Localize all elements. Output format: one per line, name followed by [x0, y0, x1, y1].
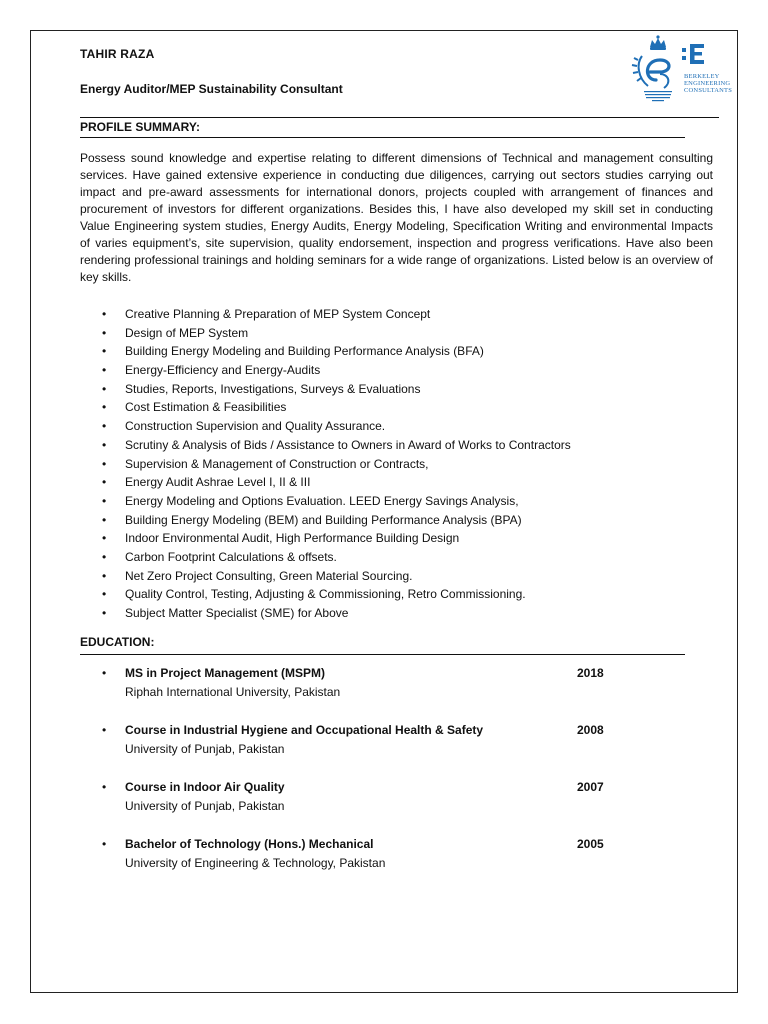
- list-item: • Construction Supervision and Quality Assurance.: [80, 417, 571, 436]
- degree-title: Bachelor of Technology (Hons.) Mechanical: [125, 837, 374, 851]
- key-skills-list: [80, 305, 571, 623]
- list-item: • Energy Modeling and Options Evaluation. LEED Energy Savings Analysis,: [80, 492, 571, 511]
- list-item: • Cost Estimation & Feasibilities: [80, 398, 571, 417]
- job-title: Energy Auditor/MEP Sustainability Consultant: [80, 82, 343, 96]
- profile-summary-text: Possess sound knowledge and expertise relating to different dimensions of Technical and management consulting services. Have gained extensive experience in conducting due diligences, carrying out sectors studies carrying out impact and pre-award assessments for international donors, projects coupled with arrangement of finances and procurement of investors for different organizations. Besides this, I have also developed my skill set in conducting Value Engineering system studies, Energy Audits, Energy Modeling, Specification Writing and environmental Impacts of varies equipment’s, site supervision, quality endorsement, inspection and progress verifications. Have also been rendering professional trainings and holding seminars for a wide range of organizations. Listed below is an overview of key skills.: [80, 151, 713, 284]
- bullet-icon: •: [102, 780, 107, 794]
- list-item: • Creative Planning & Preparation of MEP System Concept: [80, 305, 571, 324]
- bullet-icon: •: [102, 723, 107, 737]
- profile-summary-heading: PROFILE SUMMARY:: [80, 120, 200, 134]
- degree-title: Course in Industrial Hygiene and Occupational Health & Safety: [125, 723, 484, 737]
- institution: University of Engineering & Technology, Pakistan: [125, 856, 386, 870]
- graduation-year: 2005: [577, 837, 604, 851]
- logo-line: BERKELEY: [684, 73, 720, 80]
- logo-line: CONSULTANTS: [684, 87, 733, 94]
- logo-line: ENGINEERING: [684, 80, 731, 87]
- institution: University of Punjab, Pakistan: [125, 799, 285, 813]
- list-item: • Indoor Environmental Audit, High Performance Building Design: [80, 529, 571, 548]
- bullet-icon: •: [102, 666, 107, 680]
- graduation-year: 2018: [577, 666, 604, 680]
- list-item: • Quality Control, Testing, Adjusting & Commissioning, Retro Commissioning.: [80, 585, 571, 604]
- list-item: • Net Zero Project Consulting, Green Material Sourcing.: [80, 567, 571, 586]
- list-item: • Carbon Footprint Calculations & offsets.: [80, 548, 571, 567]
- logo-caption: [684, 73, 732, 94]
- graduation-year: 2007: [577, 780, 604, 794]
- list-item: • Energy Audit Ashrae Level I, II & III: [80, 473, 571, 492]
- list-item: • Design of MEP System: [80, 324, 571, 343]
- list-item: • Scrutiny & Analysis of Bids / Assistance to Owners in Award of Works to Contractors: [80, 436, 571, 455]
- section-divider: [80, 137, 685, 138]
- candidate-name: TAHIR RAZA: [80, 47, 155, 61]
- list-item: • Building Energy Modeling and Building Performance Analysis (BFA): [80, 342, 571, 361]
- bullet-icon: •: [102, 837, 107, 851]
- list-item: • Supervision & Management of Construction or Contracts,: [80, 455, 571, 474]
- graduation-year: 2008: [577, 723, 604, 737]
- header-divider: [80, 117, 719, 118]
- education-heading: EDUCATION:: [80, 635, 155, 649]
- list-item: • Studies, Reports, Investigations, Surveys & Evaluations: [80, 380, 571, 399]
- list-item: • Building Energy Modeling (BEM) and Building Performance Analysis (BPA): [80, 511, 571, 530]
- degree-title: MS in Project Management (MSPM): [125, 666, 326, 680]
- institution: Riphah International University, Pakistan: [125, 685, 341, 699]
- list-item: • Energy-Efficiency and Energy-Audits: [80, 361, 571, 380]
- institution: University of Punjab, Pakistan: [125, 742, 285, 756]
- list-item: • Subject Matter Specialist (SME) for Above: [80, 604, 571, 623]
- degree-title: Course in Indoor Air Quality: [125, 780, 285, 794]
- section-divider: [80, 654, 685, 655]
